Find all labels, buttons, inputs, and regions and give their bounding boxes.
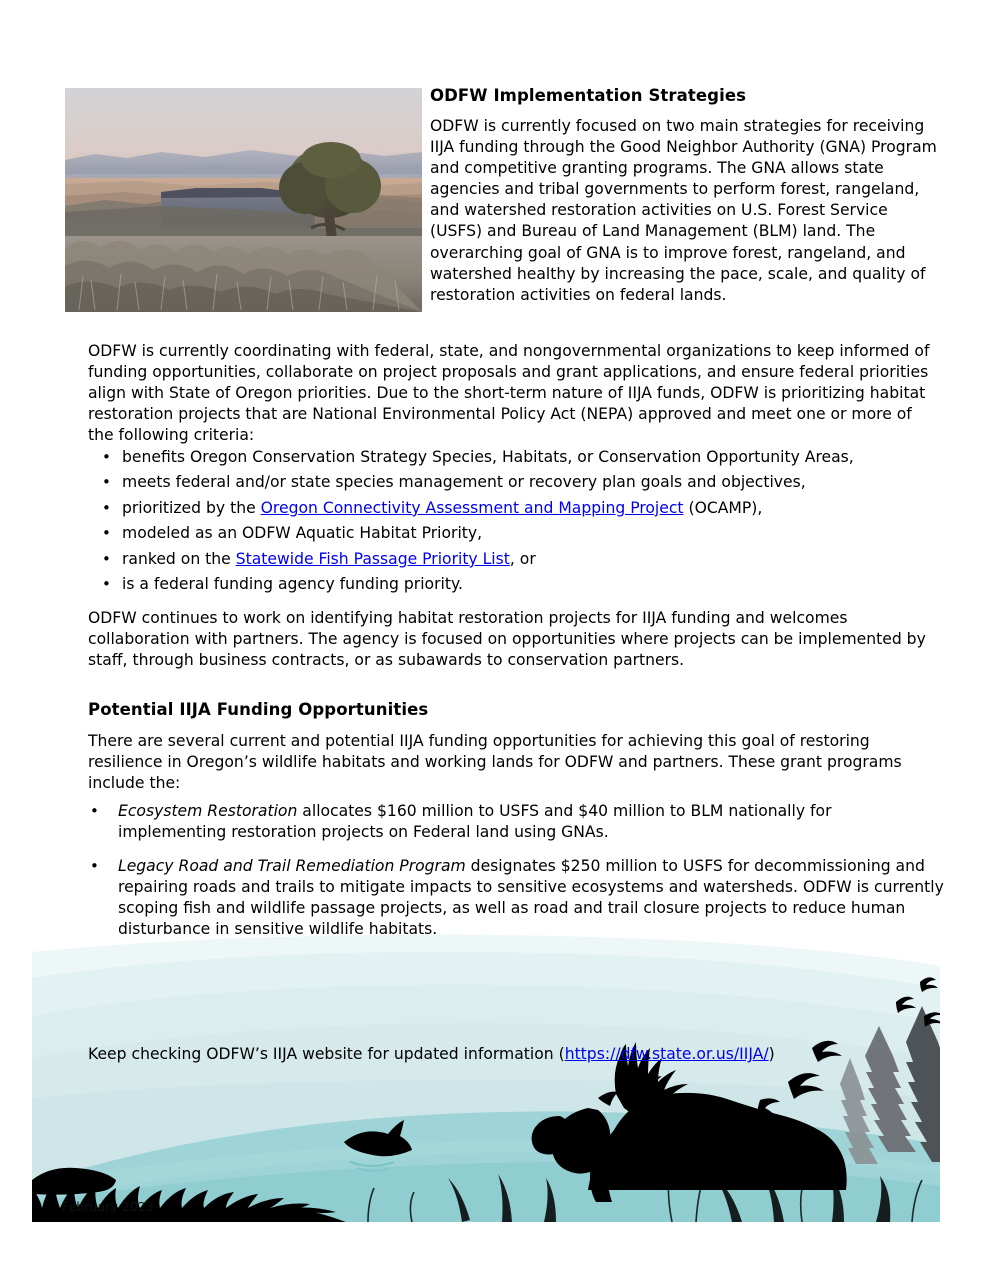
landscape-photo (65, 88, 422, 312)
list-item-text-after: (OCAMP), (683, 498, 763, 517)
page-title-implementation-strategies: ODFW Implementation Strategies (430, 86, 747, 105)
footer-text-before: Keep checking ODFW’s IIJA website for updated information ( (88, 1045, 565, 1063)
list-item-text-before: meets federal and/or state species management or recovery plan goals and objectives, (122, 473, 806, 492)
document-date: February 2023 (62, 1199, 154, 1214)
list-item-text-after: , or (509, 549, 536, 568)
list-item (78, 856, 944, 940)
list-item (88, 549, 948, 570)
paragraph-coordinating: ODFW is currently coordinating with federal, state, and nongovernmental organizations to keep informed of funding opportunities, collaborate on project proposals and grant applications, and ensure federal priorities align with State of Oregon priorities. Due to the short-term nature of IIJA funds, ODFW is prioritizing habitat restoration projects that are National Environmental Policy Act (NEPA) approved and meet one or more of the following criteria: (88, 342, 930, 445)
criteria-list (88, 447, 948, 600)
list-item-text-before: prioritized by the (122, 498, 261, 517)
list-item (88, 498, 948, 519)
link-ocamp[interactable]: Oregon Connectivity Assessment and Mapping Project (260, 498, 684, 517)
list-item (78, 801, 944, 843)
list-item (88, 523, 948, 544)
paragraph-intro: ODFW is currently focused on two main strategies for receiving IIJA funding through the Good Neighbor Authority (GNA) Program and competitive granting programs. The GNA allows state agencies and tribal governments to perform forest, rangeland, and watershed restoration activities on U.S. Forest Service (USFS) and Bureau of Land Management (BLM) land. The overarching goal of GNA is to improve forest, rangeland, and watershed healthy by increasing the pace, scale, and quality of restoration activities on federal lands. (430, 117, 937, 304)
paragraph-several: There are several current and potential IIJA funding opportunities for achieving this goal of restoring resilience in Oregon’s wildlife habitats and working lands for ODFW and partners. These grant programs include the: (88, 732, 902, 793)
footer-graphic (32, 930, 940, 1222)
footer-website-line (88, 1044, 775, 1065)
program-name: Legacy Road and Trail Remediation Program (118, 857, 466, 876)
section-title-funding-opportunities: Potential IIJA Funding Opportunities (88, 700, 429, 719)
program-description: allocates $160 million to USFS and $40 million to BLM nationally for implementing restoration projects on Federal land using GNAs. (118, 802, 832, 842)
list-item-text-before: is a federal funding agency funding priority. (122, 575, 463, 594)
list-item (88, 574, 948, 595)
link-fish-passage-priority-list[interactable]: Statewide Fish Passage Priority List (235, 549, 510, 568)
list-item-text-before: modeled as an ODFW Aquatic Habitat Priority, (122, 524, 483, 543)
program-description: designates $250 million to USFS for decommissioning and repairing roads and trails to mitigate impacts to sensitive ecosystems and watersheds. ODFW is currently scoping fish and wildlife passage projects, as well as road and trail closure projects to reduce human disturbance in sensitive wildlife habitats. (118, 857, 944, 939)
footer-text-after: ) (768, 1045, 775, 1063)
list-item (88, 472, 948, 493)
list-item-text-before: benefits Oregon Conservation Strategy Species, Habitats, or Conservation Opportunity Areas, (122, 448, 854, 466)
link-odfw-iija-website[interactable]: https://dfw.state.or.us/IIJA/ (564, 1045, 769, 1063)
paragraph-continues: ODFW continues to work on identifying habitat restoration projects for IIJA funding and welcomes collaboration with partners. The agency is focused on opportunities where projects can be implemented by staff, through business contracts, or as subawards to conservation partners. (88, 609, 926, 670)
list-item (88, 447, 948, 468)
program-name: Ecosystem Restoration (118, 802, 298, 820)
list-item-text-before: ranked on the (122, 549, 236, 568)
